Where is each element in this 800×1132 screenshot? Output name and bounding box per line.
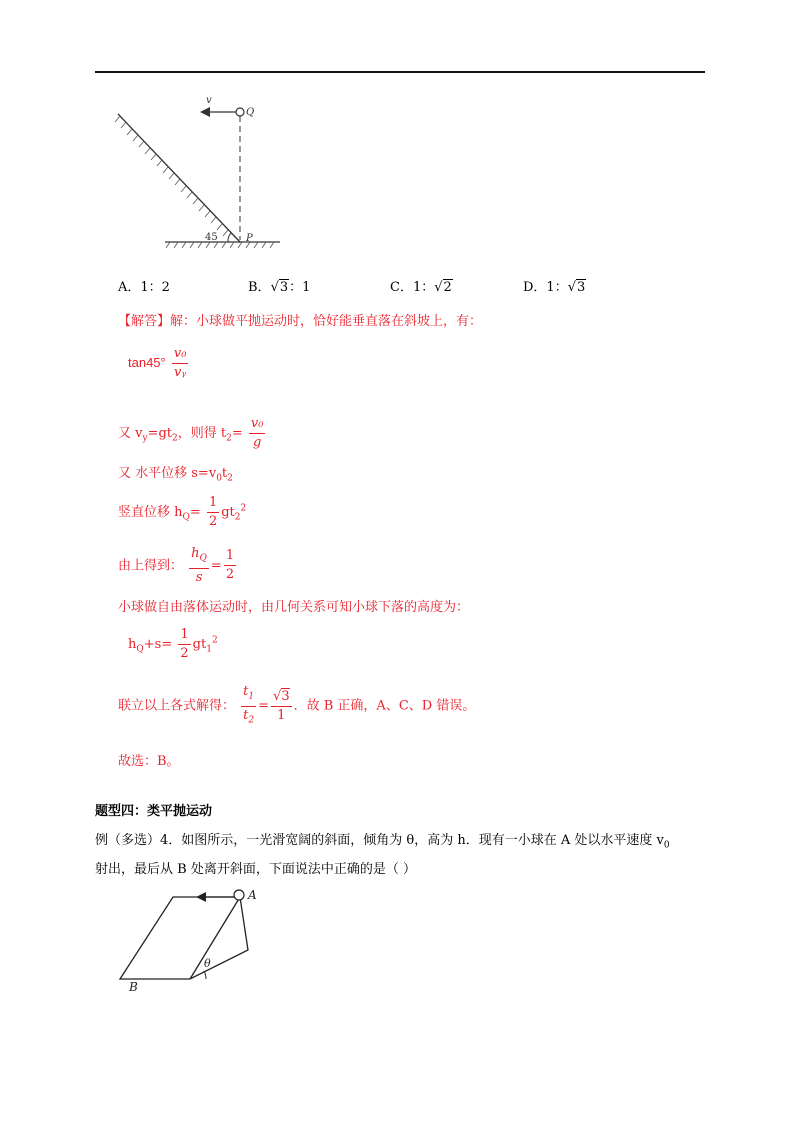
label-b: B	[129, 980, 138, 994]
option-d: D．1：√3	[523, 280, 586, 295]
option-a: A．1：2	[118, 280, 170, 295]
solution-line-horizontal: 又 水平位移 $s=v_0t_2$	[118, 466, 233, 484]
question-line-2: 射出，最后从 B 处离开斜面，下面说法中正确的是（ ）	[95, 862, 416, 877]
section-title: 题型四：类平抛运动	[95, 804, 213, 819]
header-rule	[95, 71, 705, 73]
label-p: P	[246, 233, 253, 244]
label-v: v	[206, 95, 212, 106]
solution-line-ratio: 由上得到： $\frac{h_Q}{s}$ = $\frac{1}{2}$	[118, 546, 235, 585]
solution-line-freefall: 小球做自由落体运动时，由几何关系可知小球下落的高度为：	[118, 600, 470, 615]
solution-line-result: 联立以上各式解得： $\frac{t_1}{t_2}$ = $\frac{√3}{1}$ ．故 B 正确，A、C、D 错误。	[118, 684, 476, 726]
incline-figure-2	[112, 880, 262, 995]
solution-line-vertical: 竖直位移 $h_Q=$ $\frac{1}{2}$ $gt_2^2$	[118, 495, 247, 529]
solution-header: 【解答】解：小球做平抛运动时，恰好能垂直落在斜坡上，有：	[118, 314, 483, 329]
label-a: A	[248, 888, 257, 902]
option-b: B．√3：1	[248, 280, 311, 295]
label-q: Q	[246, 107, 255, 118]
option-c: C．1：√2	[390, 280, 452, 295]
question-line-1: 例（多选）4．如图所示，一光滑宽阔的斜面，倾角为 θ，高为 h．现有一小球在 A 处以水平速度 $v_0$	[95, 833, 670, 851]
solution-line-vy: 又 $v_y=gt_2$，则得 $t_2=$ $\frac{\text{v₀}}{g}$	[118, 416, 264, 450]
equation-tan45: tan45° $\frac{\text{v₀}}{\text{vᵧ}}$	[128, 346, 187, 380]
label-angle: 45	[205, 232, 218, 243]
label-theta: θ	[204, 957, 211, 970]
incline-figure-1	[110, 92, 295, 252]
solution-answer: 故选：B。	[118, 754, 180, 769]
solution-line-height: $h_Q+s=$ $\frac{1}{2}$ $gt_1^2$	[128, 627, 218, 661]
